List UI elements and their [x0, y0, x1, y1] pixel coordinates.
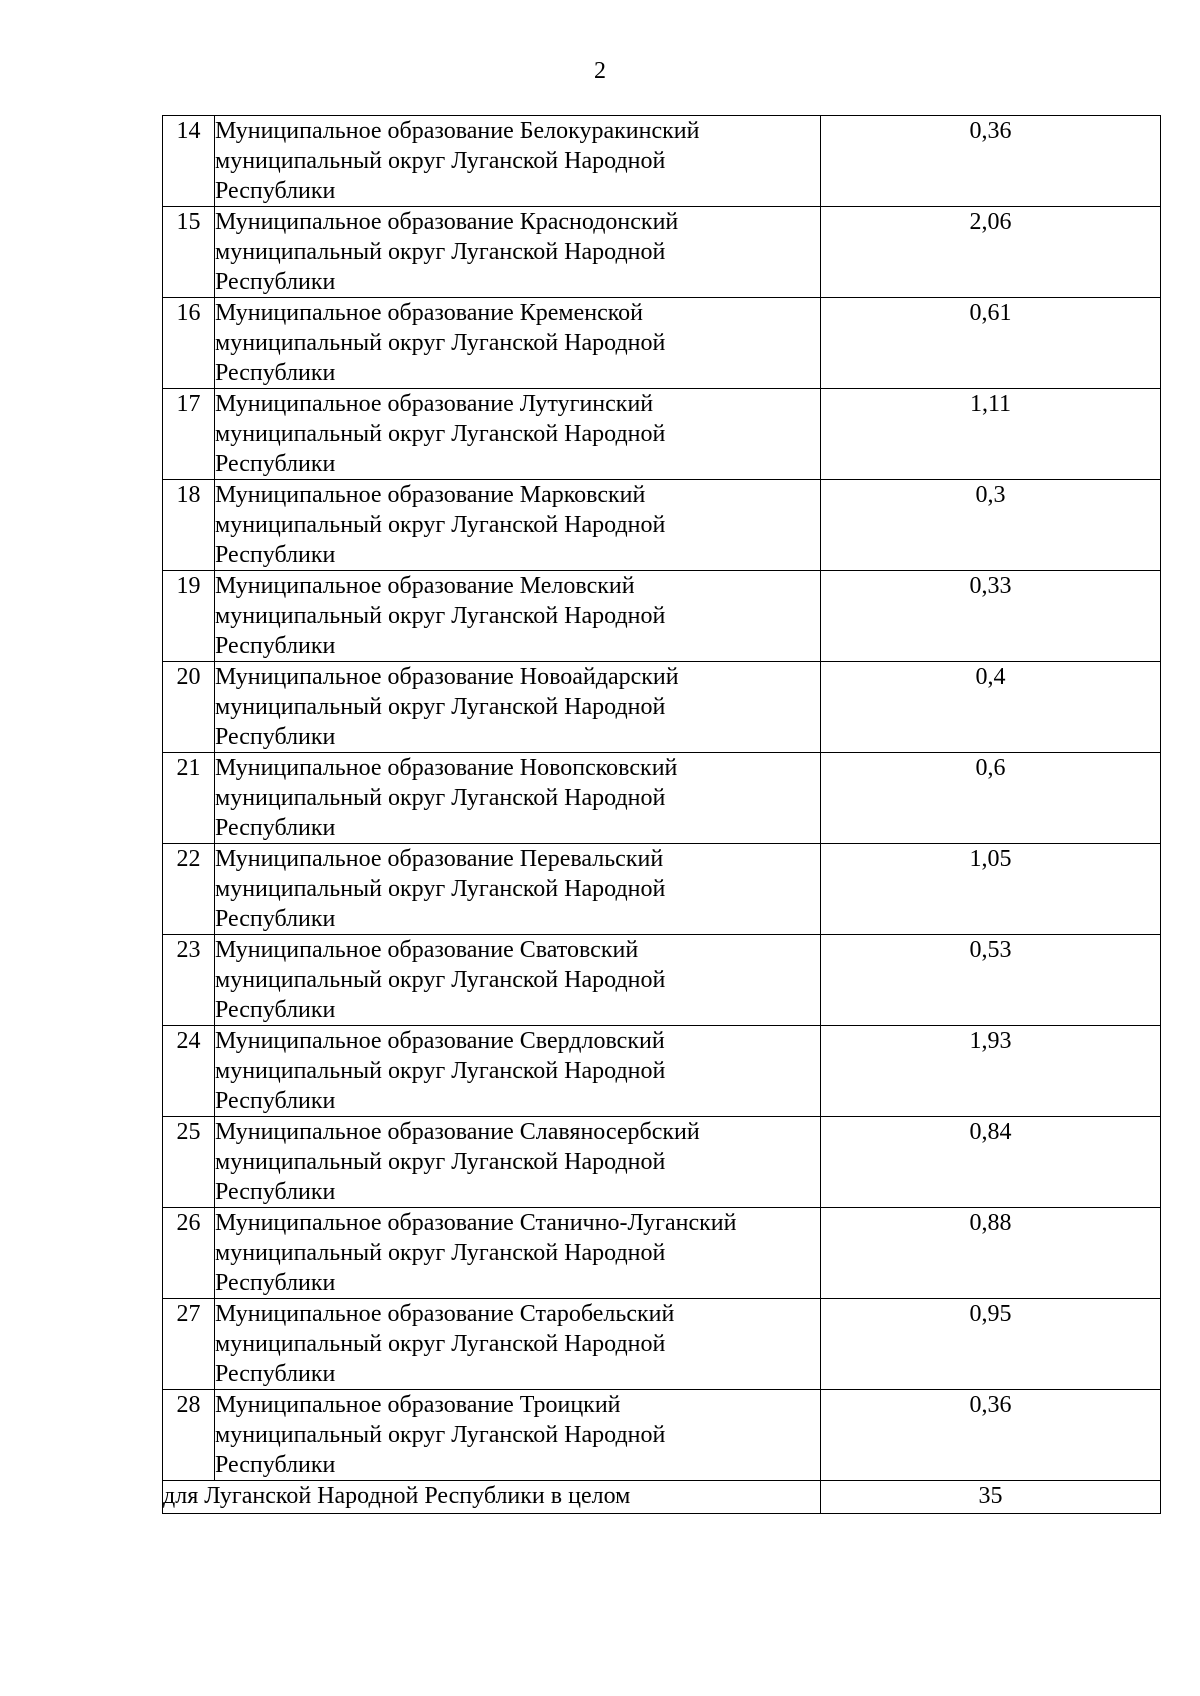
municipality-name: [215, 1390, 821, 1481]
name-line: муниципальный округ Луганской Народной: [215, 1422, 666, 1448]
row-number: 19: [163, 571, 215, 662]
municipality-name: [215, 1208, 821, 1299]
table-row: [163, 207, 1161, 298]
name-line: муниципальный округ Луганской Народной: [215, 694, 666, 720]
name-line: Муниципальное образование Славяносербский: [215, 1119, 700, 1145]
row-number: 22: [163, 844, 215, 935]
page-number: 2: [594, 58, 606, 84]
name-line: муниципальный округ Луганской Народной: [215, 876, 666, 902]
name-line: муниципальный округ Луганской Народной: [215, 1058, 666, 1084]
name-line: Республики: [215, 360, 336, 386]
name-line: Муниципальное образование Старобельский: [215, 1301, 675, 1327]
row-number: 25: [163, 1117, 215, 1208]
name-line: муниципальный округ Луганской Народной: [215, 512, 666, 538]
row-value: 0,36: [821, 116, 1161, 207]
municipality-name: [215, 935, 821, 1026]
row-number: 27: [163, 1299, 215, 1390]
name-line: Республики: [215, 1452, 336, 1478]
name-line: муниципальный округ Луганской Народной: [215, 239, 666, 265]
row-value: 0,53: [821, 935, 1161, 1026]
total-value: 35: [821, 1481, 1161, 1514]
table-row: [163, 298, 1161, 389]
name-line: Республики: [215, 269, 336, 295]
municipality-name: [215, 1117, 821, 1208]
name-line: Муниципальное образование Станично-Луганский: [215, 1210, 737, 1236]
name-line: Республики: [215, 1361, 336, 1387]
table-row: [163, 571, 1161, 662]
name-line: Республики: [215, 1179, 336, 1205]
name-line: Республики: [215, 997, 336, 1023]
table-row: [163, 1390, 1161, 1481]
name-line: муниципальный округ Луганской Народной: [215, 421, 666, 447]
municipality-name: [215, 1026, 821, 1117]
municipality-name: [215, 207, 821, 298]
row-number: 17: [163, 389, 215, 480]
name-line: Республики: [215, 815, 336, 841]
table-row: [163, 1299, 1161, 1390]
name-line: муниципальный округ Луганской Народной: [215, 1331, 666, 1357]
name-line: Республики: [215, 906, 336, 932]
name-line: муниципальный округ Луганской Народной: [215, 785, 666, 811]
municipality-name: [215, 116, 821, 207]
table-row: [163, 480, 1161, 571]
name-line: Республики: [215, 633, 336, 659]
name-line: муниципальный округ Луганской Народной: [215, 603, 666, 629]
row-number: 18: [163, 480, 215, 571]
row-value: 0,61: [821, 298, 1161, 389]
name-line: Муниципальное образование Меловский: [215, 573, 635, 599]
name-line: Муниципальное образование Марковский: [215, 482, 646, 508]
row-value: 0,33: [821, 571, 1161, 662]
row-value: 1,11: [821, 389, 1161, 480]
name-line: Муниципальное образование Перевальский: [215, 846, 664, 872]
name-line: Муниципальное образование Сватовский: [215, 937, 639, 963]
name-line: Республики: [215, 724, 336, 750]
total-label: для Луганской Народной Республики в целом: [163, 1481, 821, 1514]
row-number: 21: [163, 753, 215, 844]
name-line: Республики: [215, 451, 336, 477]
row-value: 2,06: [821, 207, 1161, 298]
row-value: 0,36: [821, 1390, 1161, 1481]
name-line: Республики: [215, 542, 336, 568]
name-line: Муниципальное образование Краснодонский: [215, 209, 679, 235]
coefficients-table: [162, 115, 1161, 1514]
municipality-name: [215, 389, 821, 480]
name-line: Республики: [215, 1270, 336, 1296]
row-value: 0,3: [821, 480, 1161, 571]
row-value: 1,05: [821, 844, 1161, 935]
name-line: муниципальный округ Луганской Народной: [215, 1149, 666, 1175]
name-line: Муниципальное образование Лутугинский: [215, 391, 654, 417]
municipality-name: [215, 480, 821, 571]
name-line: Муниципальное образование Троицкий: [215, 1392, 621, 1418]
row-value: 0,6: [821, 753, 1161, 844]
table-row: [163, 935, 1161, 1026]
row-number: 15: [163, 207, 215, 298]
row-number: 14: [163, 116, 215, 207]
table-row: [163, 844, 1161, 935]
name-line: муниципальный округ Луганской Народной: [215, 148, 666, 174]
municipality-name: [215, 298, 821, 389]
table-row: [163, 116, 1161, 207]
name-line: Муниципальное образование Свердловский: [215, 1028, 665, 1054]
municipality-name: [215, 844, 821, 935]
row-number: 16: [163, 298, 215, 389]
name-line: Республики: [215, 178, 336, 204]
name-line: Муниципальное образование Новоайдарский: [215, 664, 679, 690]
row-value: 1,93: [821, 1026, 1161, 1117]
row-value: 0,4: [821, 662, 1161, 753]
row-value: 0,95: [821, 1299, 1161, 1390]
municipality-name: [215, 1299, 821, 1390]
name-line: муниципальный округ Луганской Народной: [215, 330, 666, 356]
name-line: муниципальный округ Луганской Народной: [215, 967, 666, 993]
row-value: 0,84: [821, 1117, 1161, 1208]
total-row: [163, 1481, 1161, 1514]
row-number: 23: [163, 935, 215, 1026]
table-row: [163, 389, 1161, 480]
name-line: Муниципальное образование Кременской: [215, 300, 644, 326]
table-row: [163, 1117, 1161, 1208]
row-number: 24: [163, 1026, 215, 1117]
name-line: Муниципальное образование Новопсковский: [215, 755, 678, 781]
name-line: Муниципальное образование Белокуракинский: [215, 118, 700, 144]
municipality-name: [215, 662, 821, 753]
row-value: 0,88: [821, 1208, 1161, 1299]
table-row: [163, 753, 1161, 844]
row-number: 20: [163, 662, 215, 753]
name-line: муниципальный округ Луганской Народной: [215, 1240, 666, 1266]
row-number: 26: [163, 1208, 215, 1299]
municipality-name: [215, 571, 821, 662]
row-number: 28: [163, 1390, 215, 1481]
municipality-name: [215, 753, 821, 844]
table-row: [163, 662, 1161, 753]
table-row: [163, 1208, 1161, 1299]
name-line: Республики: [215, 1088, 336, 1114]
table-row: [163, 1026, 1161, 1117]
